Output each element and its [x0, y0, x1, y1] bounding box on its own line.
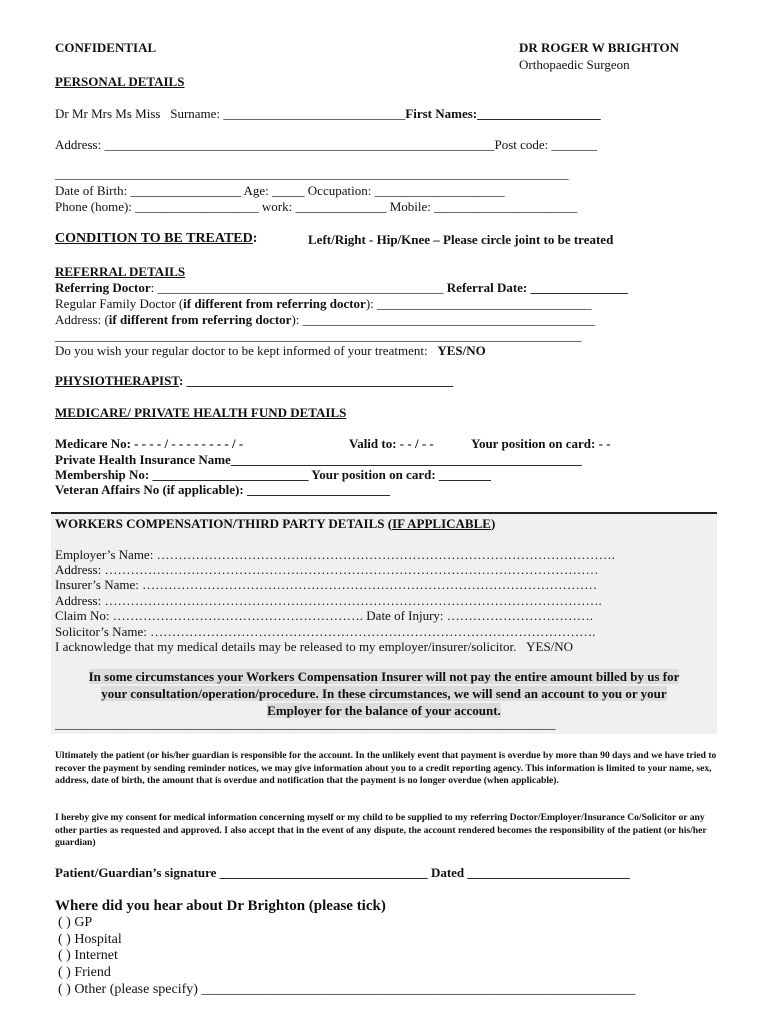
- membership-no-field[interactable]: Membership No: ________________________: [55, 467, 309, 482]
- address-field[interactable]: Address: ____________________________________________________________: [55, 137, 495, 152]
- phone-work-field[interactable]: work: ______________: [261, 199, 387, 214]
- first-names-field[interactable]: First Names:___________________: [405, 106, 601, 121]
- date-of-injury-field[interactable]: Date of Injury: …………………………….: [366, 608, 594, 623]
- consent-terms: I hereby give my consent for medical information concerning myself or my child to be supplied to my referring Doctor/Employer/Insurance Co/Solicitor or any other parties as requested and approved. I also accept that in the event of any dispute, the account rendered becomes the responsibility of the patient (or his/her guardian): [55, 812, 707, 848]
- card-position-field[interactable]: Your position on card: - -: [471, 436, 611, 451]
- medicare-heading: MEDICARE/ PRIVATE HEALTH FUND DETAILS: [55, 405, 347, 420]
- title-options[interactable]: Dr Mr Mrs Ms Miss: [55, 106, 161, 121]
- membership-position-field[interactable]: Your position on card: ________: [311, 467, 491, 482]
- workers-heading: WORKERS COMPENSATION/THIRD PARTY DETAILS (IF APPLICABLE): [55, 516, 496, 531]
- source-option-friend[interactable]: ( ) Friend: [58, 965, 111, 980]
- keep-informed-row: Do you wish your regular doctor to be kept informed of your treatment: YES/NO: [55, 343, 486, 358]
- dated-field[interactable]: Dated _________________________: [430, 865, 630, 880]
- employer-name-field[interactable]: Employer’s Name: …………………………………………………………………………………………….: [55, 547, 615, 562]
- phone-row: [55, 199, 577, 215]
- dob-field[interactable]: Date of Birth: _________________: [55, 183, 241, 198]
- mobile-field[interactable]: Mobile: ______________________: [389, 199, 578, 214]
- signature-row: [55, 865, 630, 881]
- source-option-other[interactable]: ( ) Other (please specify) ______________________________________________________________: [58, 982, 636, 997]
- solicitor-name-field[interactable]: Solicitor’s Name: ………………………………………………………………………………………….: [55, 624, 596, 639]
- payment-terms: Ultimately the patient (or his/her guardian is responsible for the account. In the unlikely event that payment is overdue by more than 90 days and we have tried to recover the payment by sending reminder notices, we may give information about you to a credit reporting agency. This information is limited to your name, sex, address, date of birth, the amount that is overdue and notification that the payment is no longer overdue (when applicable).: [55, 750, 717, 786]
- doctor-name: DR ROGER W BRIGHTON: [519, 40, 680, 55]
- source-option-internet[interactable]: ( ) Internet: [58, 948, 118, 963]
- valid-to-field[interactable]: Valid to: - - / - -: [349, 436, 434, 451]
- condition-heading: CONDITION TO BE TREATED:: [55, 231, 258, 246]
- address-row: [55, 137, 597, 153]
- source-option-gp[interactable]: ( ) GP: [58, 915, 93, 930]
- claim-row: [55, 608, 593, 624]
- workers-insurer-notice: In some circumstances your Workers Compensation Insurer will not pay the entire amount billed by us for your consultation/operation/procedure. In these circumstances, we will send an account to you or your Employer for the balance of your account.: [88, 669, 680, 718]
- personal-details-heading: PERSONAL DETAILS: [55, 74, 185, 89]
- referral-heading: REFERRAL DETAILS: [55, 264, 186, 279]
- claim-no-field[interactable]: Claim No: ………………………………………………….: [55, 608, 364, 623]
- personal-row-1: [55, 106, 601, 122]
- doctor-title: Orthopaedic Surgeon: [519, 57, 630, 72]
- workers-separator: _____________________________________________________________________________: [55, 716, 556, 731]
- private-insurance-field[interactable]: Private Health Insurance Name______________________________________________________: [55, 452, 582, 467]
- acknowledge-row: I acknowledge that my medical details may be released to my employer/insurer/solicitor. YES/NO: [55, 639, 574, 654]
- post-code-field[interactable]: Post code: _______: [494, 137, 598, 152]
- veteran-affairs-field[interactable]: Veteran Affairs No (if applicable): ______________________: [55, 482, 390, 497]
- referral-date-field[interactable]: Referral Date: _______________: [446, 280, 629, 295]
- occupation-field[interactable]: Occupation: ____________________: [307, 183, 505, 198]
- insurer-name-field[interactable]: Insurer’s Name: ……………………………………………………………………………………………: [55, 577, 598, 592]
- acknowledge-answer[interactable]: YES/NO: [526, 639, 574, 654]
- referral-source-heading: Where did you hear about Dr Brighton (please tick): [55, 898, 386, 914]
- signature-field[interactable]: Patient/Guardian’s signature ________________________________: [55, 865, 428, 880]
- dob-row: [55, 183, 505, 199]
- referring-doctor-field[interactable]: : ____________________________________________: [150, 280, 444, 295]
- surname-field[interactable]: Surname: ____________________________: [170, 106, 406, 121]
- referral-address-line-2[interactable]: _________________________________________________________________________________: [55, 328, 582, 343]
- address-line-2[interactable]: _______________________________________________________________________________: [55, 166, 569, 181]
- referral-address-row[interactable]: Address: (if different from referring doctor): _____________________________________________: [55, 312, 596, 327]
- condition-options[interactable]: Left/Right - Hip/Knee – Please circle joint to be treated: [308, 232, 614, 247]
- phone-home-field[interactable]: Phone (home): ___________________: [55, 199, 259, 214]
- insurer-address-field[interactable]: Address: …………………………………………………………………………………………………….: [55, 593, 602, 608]
- age-field[interactable]: Age: _____: [243, 183, 305, 198]
- medicare-no-field[interactable]: Medicare No: - - - - / - - - - - - - - / -: [55, 436, 244, 451]
- physiotherapist-row[interactable]: PHYSIOTHERAPIST: _________________________________________: [55, 373, 454, 388]
- employer-address-field[interactable]: Address: ……………………………………………………………………………………………………: [55, 562, 599, 577]
- source-option-hospital[interactable]: ( ) Hospital: [58, 932, 122, 947]
- referring-doctor-row: Referring Doctor: ____________________________________________ Referral Date: _______________: [55, 280, 629, 295]
- confidential-label: CONFIDENTIAL: [55, 40, 157, 55]
- membership-row: [55, 467, 491, 483]
- family-doctor-row[interactable]: Regular Family Doctor (if different from referring doctor): _________________________________: [55, 296, 592, 311]
- keep-informed-answer[interactable]: YES/NO: [437, 343, 486, 358]
